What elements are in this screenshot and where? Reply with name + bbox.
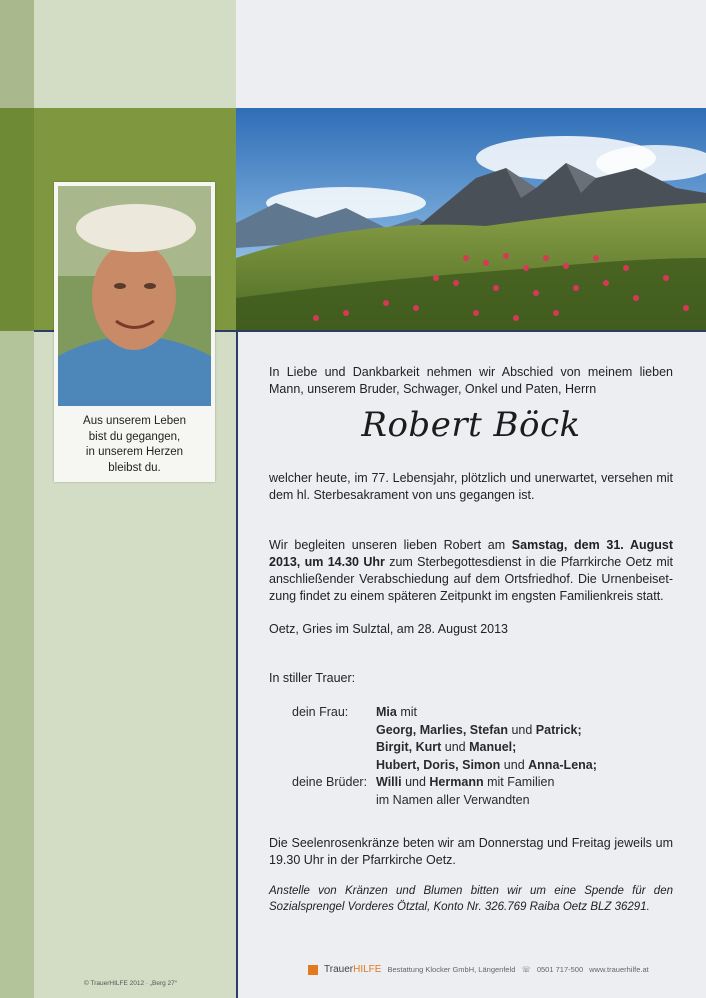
mourner-name: Mia	[376, 705, 397, 719]
place-date: Oetz, Gries im Sulztal, am 28. August 2013	[269, 622, 509, 636]
mourner-name: Patrick;	[535, 722, 582, 737]
mourning-title: In stiller Trauer:	[269, 671, 356, 685]
caption-line: bist du gegangen,	[88, 430, 181, 443]
caption-line: in unserem Herzen	[85, 446, 184, 458]
mourner-name: Georg, Marlies, Stefan	[376, 722, 508, 737]
mourner-conj: und	[441, 740, 470, 754]
mountain-landscape-image	[236, 108, 706, 331]
mourner-row	[269, 792, 689, 810]
relation-label: dein Frau:	[292, 705, 349, 719]
mourner-names	[376, 722, 582, 740]
death-notice-text: welcher heute, im 77. Lebensjahr, plötzlich und unerwartet, versehen mit dem hl. Sterbesakrament von uns gegangen ist.	[269, 471, 673, 502]
funeral-pre: Wir begleiten unseren lieben Robert am	[269, 538, 512, 552]
mourner-name: Manuel;	[469, 740, 517, 754]
company-footer	[308, 964, 649, 975]
caption-line: Aus unserem Leben	[83, 415, 186, 427]
deceased-name: Robert Böck	[361, 405, 581, 445]
mourner-row	[269, 722, 689, 740]
phone-icon: ☏	[521, 965, 531, 974]
mourner-names	[376, 757, 597, 775]
logo-text	[324, 964, 381, 975]
funeral-date: Samstag, dem 31. August 2013, um 14.30 Uhr	[269, 538, 673, 569]
mourner-conj: und	[500, 757, 529, 772]
mourner-name: Hubert, Doris, Simon	[376, 757, 501, 772]
background-band	[34, 0, 236, 108]
background-band	[0, 331, 34, 998]
intro-text: In Liebe und Dankbarkeit nehmen wir Abschied von meinem lieben Mann, unserem Bruder, Schwager, Onkel und Paten, Herrn	[269, 365, 673, 396]
mourner-row	[269, 774, 689, 792]
relatives-text: im Namen aller Verwandten	[376, 792, 530, 807]
mourner-name: Willi	[376, 775, 402, 789]
mourner-names	[376, 739, 516, 757]
trauerhilfe-logo-icon	[308, 965, 318, 975]
mourner-conj: und	[507, 722, 536, 737]
relation-label: deine Brüder:	[292, 775, 368, 789]
company-name: Bestattung Klocker GmbH, Längenfeld	[387, 965, 516, 974]
mourner-row	[269, 757, 689, 775]
rosary-text: Die Seelenrosenkränze beten wir am Donnerstag und Freitag jeweils um 19.30 Uhr in der Pfarrkirche Oetz.	[269, 836, 673, 867]
company-phone: 0501 717-500	[536, 965, 584, 974]
mourner-conj: und	[401, 775, 430, 789]
mourners-list	[269, 704, 689, 809]
caption-line: bleibst du.	[108, 461, 161, 474]
mourner-row	[269, 704, 689, 722]
copyright-footer: © TrauerHILFE 2012 · „Berg 27“	[84, 980, 177, 987]
funeral-post: zum Sterbegottesdienst in die Pfarrkirche Oetz mit anschließender Verabschiedung auf dem Ortsfriedhof. Die Urnenbeiset-zung findet zu einem späteren Zeitpunkt im engsten Familienkreis statt.	[269, 555, 673, 603]
mourner-names	[376, 774, 554, 792]
mourner-name: Hermann	[429, 775, 484, 789]
funeral-text	[269, 537, 673, 605]
logo-text-b: HILFE	[353, 964, 382, 975]
mourner-names	[376, 704, 417, 722]
logo-text-a: Trauer	[324, 964, 354, 975]
mourner-suffix: mit Familien	[483, 775, 555, 789]
mourner-suffix: mit	[396, 705, 417, 719]
background-band	[0, 108, 34, 331]
portrait-caption	[54, 414, 215, 476]
donation-text: Anstelle von Kränzen und Blumen bitten wir um eine Spende für den Sozialsprengel Vorderes Ötztal, Konto Nr. 326.769 Raiba Oetz BLZ 36291.	[269, 885, 673, 913]
portrait-photo	[58, 186, 211, 406]
mourner-row	[269, 739, 689, 757]
company-website[interactable]: www.trauerhilfe.at	[589, 965, 649, 974]
portrait-frame	[54, 182, 215, 482]
mourner-name: Anna-Lena;	[528, 757, 597, 772]
background-band	[0, 0, 34, 108]
mourner-name: Birgit, Kurt	[376, 740, 442, 754]
